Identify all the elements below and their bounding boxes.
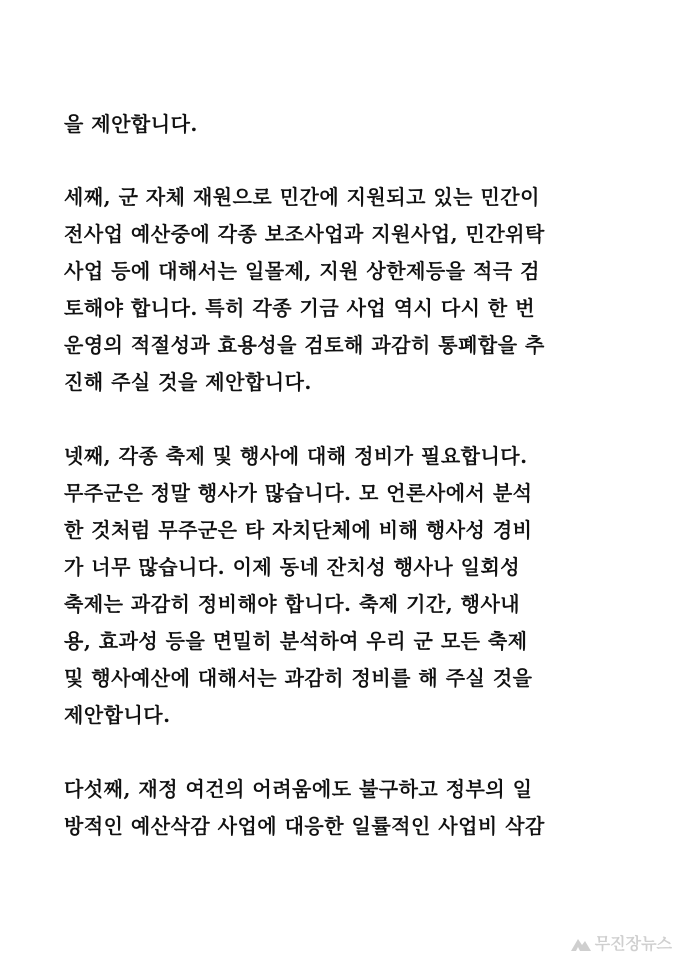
paragraph-3-line-8: 제안합니다.	[64, 703, 171, 727]
paragraph-3-line-3: 한 것처럼 무주군은 타 자치단체에 비해 행사성 경비	[64, 518, 533, 542]
paragraph-2-line-2: 전사업 예산중에 각종 보조사업과 지원사업, 민간위탁	[64, 222, 545, 246]
watermark-text: 무진장뉴스	[594, 934, 672, 953]
paragraph-4-line-2: 방적인 예산삭감 사업에 대응한 일률적인 사업비 삭감	[64, 814, 545, 838]
paragraph-1-line-1: 을 제안합니다.	[64, 112, 198, 136]
paragraph-3-line-1: 넷째, 각종 축제 및 행사에 대해 정비가 필요합니다.	[64, 444, 528, 468]
paragraph-4-line-1: 다섯째, 재정 여건의 어려움에도 불구하고 정부의 일	[64, 777, 533, 801]
paragraph-2-line-6: 진해 주실 것을 제안합니다.	[64, 370, 312, 394]
paragraph-2-line-1: 세째, 군 자체 재원으로 민간에 지원되고 있는 민간이	[64, 185, 540, 209]
paragraph-3-line-5: 축제는 과감히 정비해야 합니다. 축제 기간, 행사내	[64, 592, 521, 616]
paragraph-2-line-5: 운영의 적절성과 효용성을 검토해 과감히 통폐합을 추	[64, 333, 545, 357]
paragraph-3-line-7: 및 행사예산에 대해서는 과감히 정비를 해 주실 것을	[64, 666, 533, 690]
paragraph-2-line-3: 사업 등에 대해서는 일몰제, 지원 상한제등을 적극 검	[64, 259, 540, 283]
paragraph-3-line-4: 가 너무 많습니다. 이제 동네 잔치성 행사나 일회성	[64, 555, 521, 579]
paragraph-2-line-4: 토해야 합니다. 특히 각종 기금 사업 역시 다시 한 번	[64, 296, 536, 320]
paragraph-3-line-6: 용, 효과성 등을 면밀히 분석하여 우리 군 모든 축제	[64, 629, 528, 653]
mountain-logo-icon	[571, 935, 591, 951]
watermark	[571, 931, 672, 954]
paragraph-3-line-2: 무주군은 정말 행사가 많습니다. 모 언론사에서 분석	[64, 481, 533, 505]
